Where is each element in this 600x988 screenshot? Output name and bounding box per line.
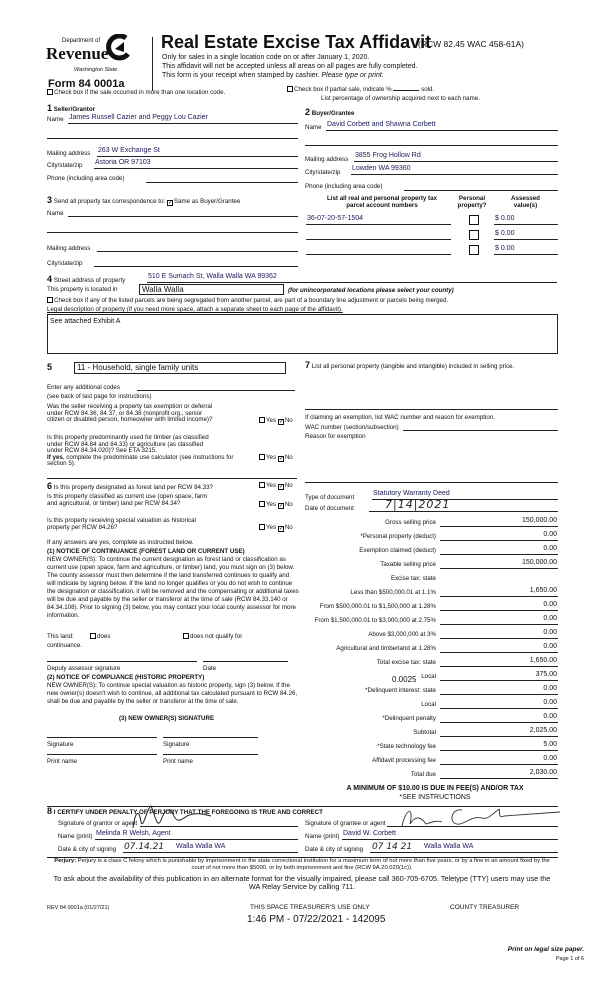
parcel-header: List all real and personal property tax parcel account numbers (326, 195, 438, 210)
tax-row-value[interactable]: 150,000.00 (521, 559, 557, 566)
cashier-stamp: 1:46 PM - 07/22/2021 - 142095 (247, 914, 386, 925)
personal-property-checkbox[interactable] (469, 230, 479, 240)
grantee-date-label: Date & city of signing (305, 846, 364, 853)
current-use-yes-no[interactable]: Yes ✓No (259, 501, 293, 509)
buyer-name-label: Name (305, 124, 322, 131)
grantor-name-field[interactable]: Melinda R Welsh, Agent (96, 830, 171, 837)
personal-property-checkbox[interactable] (469, 245, 479, 255)
instructions-line: This affidavit will not be accepted unless all areas on all pages are fully completed. (162, 63, 418, 70)
county-select[interactable]: Walla Walla (139, 284, 284, 295)
seller-phone-label: Phone (including area code) (47, 175, 125, 182)
grantee-signature-label: Signature of grantee or agent (305, 820, 386, 827)
exemption-yes-no[interactable]: Yes ✓No (259, 417, 293, 425)
corr-city-label: City/state/zip (47, 260, 83, 267)
county-treasurer-label: COUNTY TREASURER (450, 904, 520, 911)
tax-row-label: Exemption claimed (deduct) (359, 547, 436, 554)
deputy-signature-label: Deputy assessor signature (47, 665, 121, 672)
seller-city-label: City/state/zip (47, 162, 83, 169)
reason-label: Reason for exemption (305, 433, 366, 440)
tax-row-label: Local (421, 701, 436, 708)
form-number: Form 84 0001a (48, 78, 125, 90)
this-land-label: This land: (47, 633, 74, 640)
continuance-label: continuance. (47, 642, 83, 649)
county-note: (for unincorporated locations please select your county) (288, 287, 454, 294)
local-rate: 0.0025 (392, 675, 417, 684)
signature-label: Signature (163, 741, 190, 748)
ownership-note: List percentage of ownership acquired next to each name. (321, 95, 480, 102)
minimum-due-note: A MINIMUM OF $10.00 IS DUE IN FEE(S) AND/OR TAX (346, 785, 524, 792)
tax-row-value[interactable]: 5.00 (543, 741, 557, 748)
tax-row-label: Above $3,000,000 at 3% (368, 631, 436, 638)
buyer-name-field[interactable]: David Corbett and Shawna Corbett (327, 121, 436, 128)
assessed-value-field[interactable]: $ 0.00 (495, 245, 515, 252)
legal-description-field[interactable]: See attached Exhibit A (47, 314, 558, 354)
grantee-name-label: Name (print) (305, 833, 340, 840)
tax-row-value[interactable]: 0.00 (543, 685, 557, 692)
forest-yes-no[interactable]: Yes ✓No (259, 482, 293, 490)
additional-codes-label: Enter any additional codes (47, 384, 120, 391)
tax-row-label: Affidavit processing fee (372, 757, 436, 764)
tax-row-label: Less than $500,000.01 at 1.1% (350, 589, 436, 596)
instructions-line: Only for sales in a single location code on or after January 1, 2020. (162, 54, 370, 61)
segregate-checkbox[interactable]: Check box if any of the listed parcels are being segregated from another parcel, are part of a boundary line adjustment or parcels being merged. (47, 297, 448, 304)
revision-label: REV 84 0001a (01/27/21) (47, 905, 110, 911)
seller-name-label: Name (47, 116, 64, 123)
tax-row-label: Taxable selling price (380, 561, 436, 568)
tax-row-label: *State technology fee (377, 743, 436, 750)
correspondence-heading: 3 Send all property tax correspondence to: ✓Same as Buyer/Grantee (47, 195, 241, 206)
buyer-heading: 2 Buyer/Grantee (305, 107, 355, 117)
tax-row-label: From $1,500,000.01 to $3,000,000 at 2.75% (314, 617, 436, 624)
assessed-header: Assessed value(s) (511, 195, 540, 210)
grantee-name-field[interactable]: David W. Corbett (343, 830, 396, 837)
doc-date-label: Date of document (305, 505, 354, 512)
tax-row-value[interactable]: 0.00 (543, 615, 557, 622)
corr-mail-label: Mailing address (47, 245, 91, 252)
notice-compliance-text: NEW OWNER(S): To continue special valuation as historic property, sign (3) below. If the new owner(s) doesn't wish to continue, all additional tax calculated pursuant to RCW 84.26, shall be due and payable by the seller or transferor at the time of sale. (47, 682, 298, 706)
seller-mail-field[interactable]: 263 W Exchange St (98, 147, 160, 154)
page-number: Page 1 of 6 (555, 956, 584, 962)
historic-question: Is this property receiving special valuation as historical property per RCW 84.26? (47, 517, 196, 531)
street-address-field[interactable]: 510 E Sumach St, Walla Walla WA 99362 (148, 273, 277, 280)
tax-row-label: *Delinquent penalty (382, 715, 436, 722)
legal-paper-note: Print on legal size paper. (507, 946, 584, 953)
doc-type-label: Type of document (305, 494, 355, 501)
tax-row-label: *Personal property (deduct) (360, 533, 436, 540)
tax-row-value[interactable]: 0.00 (543, 755, 557, 762)
tax-row-value[interactable]: 2,030.00 (529, 769, 557, 776)
tax-row-label: Subtotal (413, 729, 436, 736)
tax-row-value[interactable]: 375.00 (535, 671, 557, 678)
legal-label: Legal description of property (if you need more space, attach a separate sheet to each page of the affidavit). (47, 306, 343, 313)
signature-label: Signature (47, 741, 74, 748)
dor-logo-icon (106, 34, 132, 62)
partial-sale-checkbox[interactable]: Check box if partial sale, indicate % sold. (287, 86, 434, 93)
seller-name-field[interactable]: James Russell Cazier and Peggy Lou Cazier (69, 114, 208, 121)
print-name-label: Print name (47, 758, 77, 765)
grantor-date-label: Date & city of signing (58, 846, 117, 853)
seller-heading: 1 Seller/Grantor (47, 103, 96, 113)
timber-yes-no[interactable]: Yes ✓No (259, 454, 293, 462)
tax-row-value[interactable]: 0.00 (543, 629, 557, 636)
doc-date-field[interactable]: 7|14|2021 (385, 498, 451, 511)
tax-row-label: Total excise tax: state (376, 659, 436, 666)
buyer-city-field[interactable]: Lowden WA 99360 (352, 165, 411, 172)
historic-yes-no[interactable]: Yes ✓No (259, 524, 293, 532)
agency-logo-text: Revenue (46, 44, 109, 63)
located-label: This property is located in (47, 286, 118, 293)
personal-property-checkbox[interactable] (469, 215, 479, 225)
tax-row-label: *Delinquent interest: state (365, 687, 436, 694)
grantee-date-field[interactable]: 07 14 21 (372, 842, 413, 852)
personal-header: Personal property? (457, 195, 487, 210)
notice-compliance-title: (2) NOTICE OF COMPLIANCE (HISTORIC PROPERTY) (47, 674, 205, 681)
wac-label: WAC number (section/subsection) (305, 424, 399, 431)
tax-row-label: Total due (410, 771, 436, 778)
exemption-question: Was the seller receiving a property tax exemption or deferral under RCW 84.36, 84.37, or 84.38 (nonprofit org., senior citizen or disabled person, homeowner with limited income)? (47, 403, 213, 423)
does-checkbox[interactable]: does (90, 633, 110, 640)
tax-row-label: Local (421, 673, 436, 680)
see-back-note: (see back of last page for instructions) (47, 393, 152, 400)
exemption-note: If claiming an exemption, list WAC number and reason for exemption. (305, 414, 495, 421)
seller-city-field[interactable]: Astoria OR 97103 (95, 159, 151, 166)
forest-question: 6 Is this property designated as forest land per RCW 84.33? (47, 481, 213, 491)
notice-continuance-text: NEW OWNER(S): To continue the current designation as forest land or classification as current use (open space, farm and agriculture, or timber) land, you must sign on (3) below. The county assessor must then determine if the land transferred continues to qualify and will indicate by signing below. If the land no longer qualifies or you do not wish to continue the designation or classification, it will be removed and the compensating or additional taxes will be due and payable by the seller or transferor at the time of sale (RCW 84.33.140 or 84.34.108). Prior to signing (3) below, you may contact your local county assessor for more information. (47, 556, 299, 620)
tax-row-value[interactable]: 1,650.00 (529, 587, 557, 594)
section-5-number: 5 (47, 362, 53, 372)
grantor-city-field[interactable]: Walla Walla WA (176, 843, 226, 850)
multi-location-checkbox[interactable]: Check box if the sale occurred in more than one location code. (47, 89, 225, 96)
tax-row-label: From $500,000.01 to $1,500,000 at 1.28% (319, 603, 436, 610)
assessed-value-field[interactable]: $ 0.00 (495, 215, 515, 222)
corr-name-label: Name (47, 210, 64, 217)
citation: (RCW 82.45 WAC 458-61A) (418, 39, 524, 49)
assessed-value-field[interactable]: $ 0.00 (495, 230, 515, 237)
see-instructions-note: *SEE INSTRUCTIONS (399, 794, 471, 801)
tax-row-value[interactable]: 0.00 (543, 699, 557, 706)
buyer-mail-label: Mailing address (305, 156, 349, 163)
tax-row-value[interactable]: 150,000.00 (521, 517, 557, 524)
seller-mail-label: Mailing address (47, 150, 91, 157)
tax-row-value[interactable]: 2,025.00 (529, 727, 557, 734)
grantor-date-field[interactable]: 07.14.21 (124, 842, 165, 852)
parcel-account-field[interactable]: 36-07-20-57-1504 (307, 215, 364, 222)
tax-row-value[interactable]: 0.00 (543, 713, 557, 720)
grantee-signature[interactable] (392, 800, 562, 832)
tax-row-value[interactable]: 0.00 (543, 601, 557, 608)
instructions-line: This form is your receipt when stamped by cashier. Please type or print. (162, 72, 384, 79)
grantor-name-label: Name (print) (58, 833, 93, 840)
treasurer-space-label: THIS SPACE TREASURER'S USE ONLY (250, 904, 370, 911)
tax-row-label: Excise tax: state (390, 575, 436, 582)
land-use-code-select[interactable]: 11 - Household, single family units (74, 362, 286, 374)
print-name-label: Print name (163, 758, 193, 765)
same-as-buyer-checkbox[interactable]: ✓ (167, 200, 173, 206)
if-any-note: If any answers are yes, complete as instructed below. (47, 539, 194, 546)
dept-label: Department of (62, 38, 101, 44)
tax-row-value[interactable]: 0.00 (543, 545, 557, 552)
tax-row-value[interactable]: 0.00 (543, 643, 557, 650)
buyer-phone-label: Phone (including area code) (305, 183, 383, 190)
deputy-date-label: Date (203, 665, 217, 672)
current-use-question: Is this property classified as current use (open space, farm and agricultural, or timber) land per RCW 84.34? (47, 493, 208, 507)
tax-row-label: Gross selling price (385, 519, 436, 526)
does-not-checkbox[interactable]: does not qualify for (183, 633, 242, 640)
new-owner-signature-title: (3) NEW OWNER(S) SIGNATURE (119, 715, 215, 722)
divider (152, 37, 153, 91)
grantee-city-field[interactable]: Walla Walla WA (424, 843, 474, 850)
notice-continuance-title: (1) NOTICE OF CONTINUANCE (FOREST LAND OR CURRENT USE) (47, 548, 245, 555)
page-title: Real Estate Excise Tax Affidavit (161, 32, 432, 52)
tax-row-label: Agricultural and timberland at 1.28% (336, 645, 436, 652)
street-label: 4 Street address of property (47, 274, 126, 284)
perjury-notice: Perjury: Perjury is a class C felony which is punishable by imprisonment in the state correctional institution for a maximum term of not more than five years, or by a fine in an amount fixed by the court of not more than $5000, or by both imprisonment and fine (RCW 9A.20.020(1c)). (54, 858, 550, 871)
tax-row-value[interactable]: 0.00 (543, 531, 557, 538)
timber-question: Is this property predominantly used for timber (as classified under RCW 84.84 and 84.33) or agriculture (as classified under RCW 84.34.020)? See ETA 3215. If yes, complete the predominate use calculator (see instructions for section 5). (47, 434, 234, 467)
personal-property-label: 7 List all personal property (tangible and intangible) included in selling price. (305, 360, 515, 370)
tax-row-value[interactable]: 1,650.00 (529, 657, 557, 664)
accessibility-notice: To ask about the availability of this publication in an alternate format for the visually impaired, please call 360-705-6705. Teletype (TTY) users may use the WA Relay Service by calling 711. (53, 874, 551, 891)
doc-type-field[interactable]: Statutory Warranty Deed (373, 490, 450, 497)
grantor-signature-label: Signature of grantor or agent (58, 820, 138, 827)
certification: 8 I CERTIFY UNDER PENALTY OF PERJURY THAT THE FOREGOING IS TRUE AND CORRECT (47, 806, 323, 816)
state-label: Washington State (74, 67, 118, 73)
buyer-mail-field[interactable]: 3855 Frog Hollow Rd (355, 152, 421, 159)
buyer-city-label: City/state/zip (305, 169, 341, 176)
